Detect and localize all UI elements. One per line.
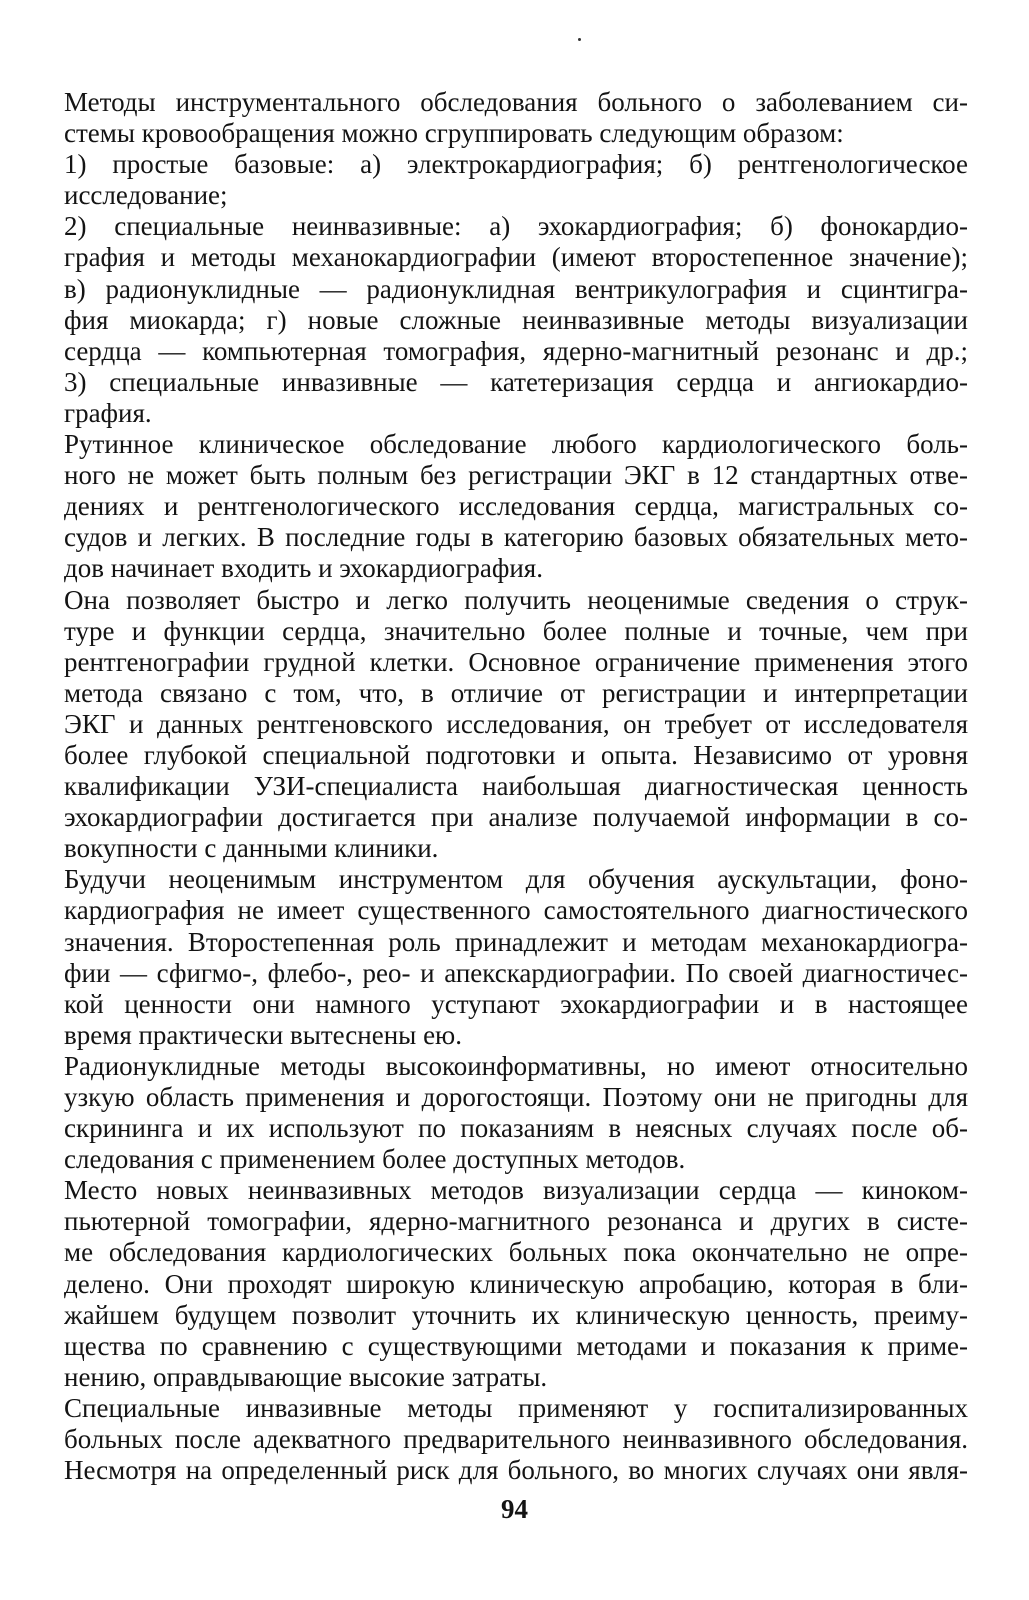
text-line: Специальные инвазивные методы применяют у госпитализированных (64, 1392, 968, 1423)
text-line: туре и функции сердца, значительно более полные и точные, чем при (64, 615, 968, 646)
text-line: ного не может быть полным без регистрации ЭКГ в 12 стандартных отве- (64, 460, 968, 491)
text-line: Она позволяет быстро и легко получить неоценимые сведения о струк- (64, 584, 968, 615)
text-line: Методы инструментального обследования больного о заболеванием си- (64, 87, 968, 117)
text-line: дов начинает входить и эхокардиография. (64, 553, 543, 584)
text-line: нению, оправдывающие высокие затраты. (64, 1361, 548, 1392)
text-line: в) радионуклидные — радионуклидная вентрикулография и сцинтигра- (64, 273, 968, 304)
text-line: дениях и рентгенологического исследования сердца, магистральных со- (64, 491, 968, 522)
text-line: графия. (64, 397, 152, 428)
text-line: скрининга и их используют по показаниям в неясных случаях после об- (64, 1113, 968, 1144)
text-line: стемы кровообращения можно сгруппировать следующим образом: (64, 118, 844, 149)
text-line: квалификации УЗИ-специалиста наибольшая диагностическая ценность (64, 771, 968, 802)
text-line: 1) простые базовые: а) электрокардиография; б) рентгенологическое (64, 149, 968, 180)
text-line: Рутинное клиническое обследование любого кардиологического боль- (64, 429, 968, 460)
text-line: фия миокарда; г) новые сложные неинвазивные методы визуализации (64, 304, 968, 335)
text-line: эхокардиографии достигается при анализе получаемой информации в со- (64, 802, 968, 833)
text-line: ЭКГ и данных рентгеновского исследования, он требует от исследователя (64, 708, 968, 739)
text-line: время практически вытеснены ею. (64, 1019, 462, 1050)
text-line: 3) специальные инвазивные — катетеризация сердца и ангиокардио- (64, 366, 968, 397)
text-line: 2) специальные неинвазивные: а) эхокардиография; б) фонокардио- (64, 211, 968, 242)
text-line: кардиография не имеет существенного самостоятельного диагностического (64, 895, 968, 926)
text-line: больных после адекватного предварительного неинвазивного обследования. (64, 1424, 968, 1455)
text-line: значения. Второстепенная роль принадлежит и методам механокардиогра- (64, 926, 968, 957)
text-line: рентгенографии грудной клетки. Основное ограничение применения этого (64, 646, 968, 677)
text-line: ме обследования кардиологических больных пока окончательно не опре- (64, 1237, 968, 1268)
text-line: Несмотря на определенный риск для больного, во многих случаях они явля- (64, 1455, 968, 1486)
text-line: кой ценности они намного уступают эхокардиографии и в настоящее (64, 988, 968, 1019)
text-line: сердца — компьютерная томография, ядерно-магнитный резонанс и др.; (64, 335, 968, 366)
text-line: следования с применением более доступных методов. (64, 1144, 686, 1175)
text-line: метода связано с том, что, в отличие от регистрации и интерпретации (64, 677, 968, 708)
text-line: узкую область применения и дорогостоящи. Поэтому они не пригодны для (64, 1082, 968, 1112)
text-line: фии — сфигмо-, флебо-, рео- и апекскардиографии. По своей диагностичес- (64, 957, 968, 988)
text-line: пьютерной томографии, ядерно-магнитного резонанса и других в систе- (64, 1206, 968, 1237)
text-line: жайшем будущем позволит уточнить их клиническую ценность, преиму- (64, 1299, 968, 1330)
text-line: Место новых неинвазивных методов визуализации сердца — киноком- (64, 1175, 968, 1206)
text-line: Будучи неоценимым инструментом для обучения аускультации, фоно- (64, 864, 968, 895)
text-line: более глубокой специальной подготовки и опыта. Независимо от уровня (64, 739, 968, 770)
text-line: исследование; (64, 180, 228, 211)
text-line: щества по сравнению с существующими методами и показания к приме- (64, 1330, 968, 1361)
print-speck (578, 38, 581, 41)
text-line: Радионуклидные методы высокоинформативны, но имеют относительно (64, 1050, 968, 1081)
text-line: судов и легких. В последние годы в категорию базовых обязательных мето- (64, 522, 968, 553)
text-line: графия и методы механокардиографии (имеют второстепенное значение); (64, 242, 968, 273)
text-line: делено. Они проходят широкую клиническую апробацию, которая в бли- (64, 1268, 968, 1299)
body-text (64, 87, 968, 1486)
page-number: 94 (501, 1494, 528, 1524)
text-line: вокупности с данными клиники. (64, 833, 439, 864)
